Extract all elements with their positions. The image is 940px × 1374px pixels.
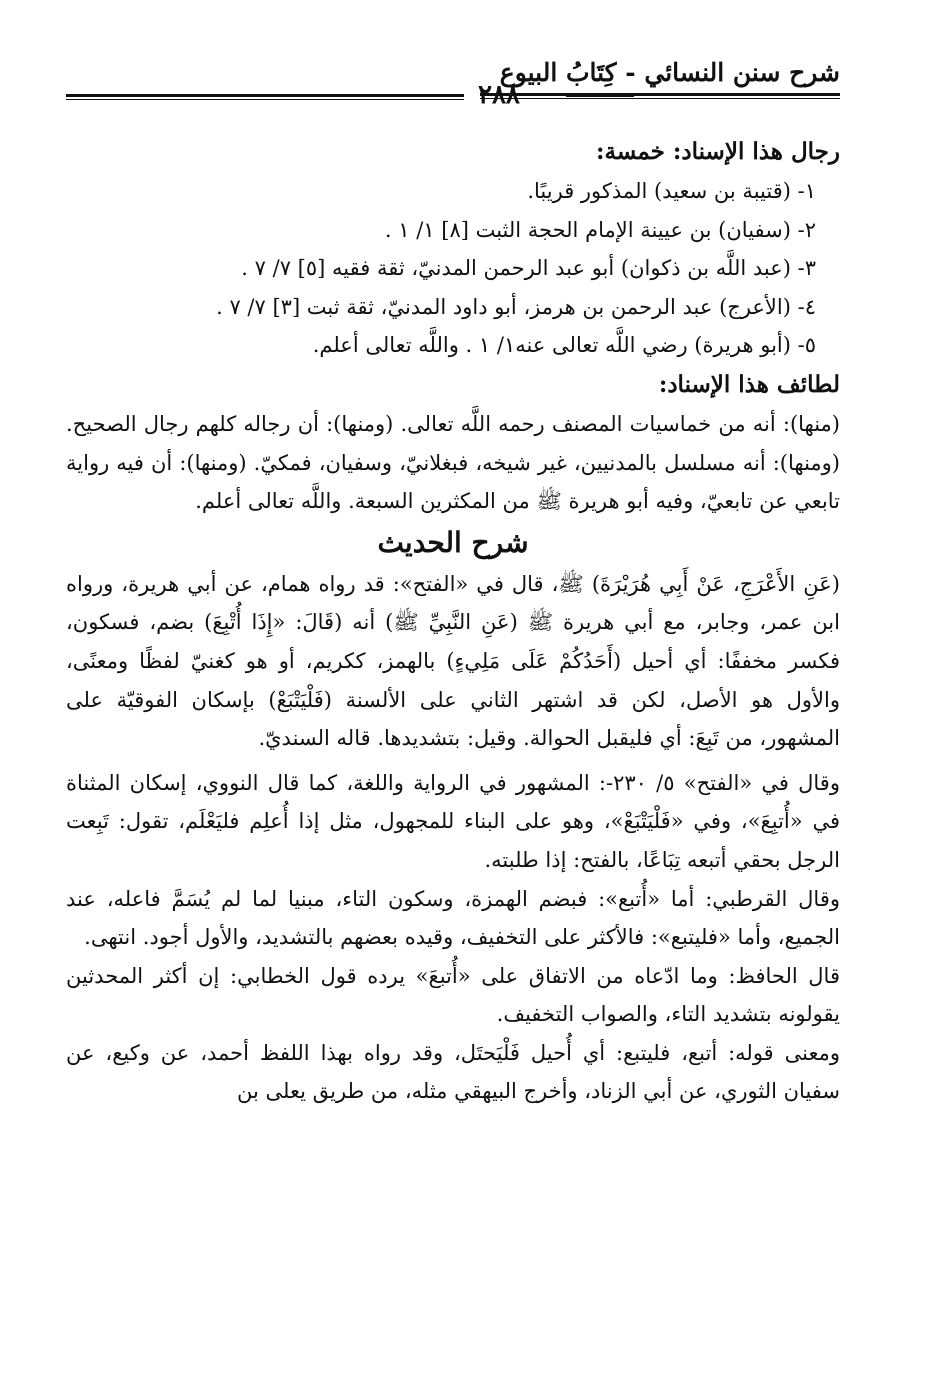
sharh-paragraph-2: وقال في «الفتح» ٥/ ٢٣٠-: المشهور في الرواية واللغة، كما قال النووي، إسكان المثناة في «أُتبِعَ»، وفي «فَلْيَتْبَعْ»، وهو على البناء للمجهول، مثل إذا أُعلِم فليَعْلَم، تقول: تَبِعت الرجل بحقي أتبعه تِبَاعًا، بالفتح: إذا طلبته. (66, 770, 840, 872)
page-number: ٢٨٨ (478, 80, 520, 110)
narrator-item-3: ٣- (عبد اللَّه بن ذكوان) أبو عبد الرحمن المدنيّ، ثقة فقيه [٥] ٧/ ٧ . (241, 256, 816, 281)
page-number-bar (66, 80, 840, 120)
narrator-item-1: ١- (قتيبة بن سعيد) المذكور قريبًا. (527, 179, 816, 203)
sharh-heading: شرح الحديث (377, 525, 529, 559)
page-number-rule-right (566, 94, 634, 97)
page-body (66, 132, 840, 1111)
page-number-rule-left-thin (66, 99, 464, 100)
sharh-paragraph-4: قال الحافظ: وما ادّعاه من الاتفاق على «أُتبعَ» يرده قول الخطابي: إن أكثر المحدثين يقولونه بتشديد التاء، والصواب التخفيف. (66, 963, 840, 1027)
narrator-item-2: ٢- (سفيان) بن عيينة الإمام الحجة الثبت [٨] ١/ ١ . (384, 217, 816, 242)
sharh-paragraph-5: ومعنى قوله: أتبع، فليتبع: أي أُحيل فَلْيَحتَل، وقد رواه بهذا اللفظ أحمد، عن وكيع، عن سفيان الثوري، عن أبي الزناد، وأخرج البيهقي مثله، من طريق يعلى بن (66, 1040, 840, 1104)
page-number-rule-left (66, 94, 464, 97)
narrator-item-4: ٤- (الأعرج) عبد الرحمن بن هرمز، أبو داود المدنيّ، ثقة ثبت [٣] ٧/ ٧ . (216, 294, 816, 319)
narrator-item-5: ٥- (أبو هريرة) رضي اللَّه تعالى عنه١/ ١ . واللَّه تعالى أعلم. (312, 333, 816, 358)
lataif-heading: لطائف هذا الإسناد: (658, 370, 840, 398)
sharh-paragraph-1: (عَنِ الأَعْرَجِ، عَنْ أَبِي هُرَيْرَةَ) ﷺ، قال في «الفتح»: قد رواه همام، عن أبي هريرة، ورواه ابن عمر، وجابر، مع أبي هريرة ﷺ (عَنِ النَّبِيِّ ﷺ) أنه (قَالَ: «إِذَا أُتْبِعَ) بضم، فسكون، فكسر مخففًا: أي أحيل (أَحَدُكُمْ عَلَى مَلِيءٍ) بالهمز، ككريم، أو هو كغنيّ لفظًا ومعنًى، والأول هو الأصل، لكن قد اشتهر الثاني على الألسنة (فَلْيَتْبَعْ) بإسكان الفوقيّة على المشهور، من تَبِعَ: أي فليقبل الحوالة. وقيل: بتشديدها. قاله السنديّ. (66, 571, 841, 751)
isnad-heading: رجال هذا الإسناد: خمسة: (596, 138, 840, 165)
book-page (66, 52, 840, 1352)
running-title: شرح سنن النسائي - كِتَابُ البيوع (499, 58, 840, 87)
lataif-paragraph: (منها): أنه من خماسيات المصنف رحمه اللَّه تعالى. (ومنها): أن رجاله كلهم رجال الصحيح. (ومنها): أنه مسلسل بالمدنيين، غير شيخه، فبغلانيّ، وسفيان، فمكيّ. (ومنها): أن فيه رواية تابعي عن تابعيّ، وفيه أبو هريرة ﷺ من المكثرين السبعة. واللَّه تعالى أعلم. (66, 411, 840, 514)
sharh-paragraph-3: وقال القرطبي: أما «أُتبع»: فبضم الهمزة، وسكون التاء، مبنيا لما لم يُسَمَّ فاعله، عند الجميع، وأما «فليتبع»: فالأكثر على التخفيف، وقيده بعضهم بالتشديد، والأول أجود. انتهى. (66, 886, 840, 950)
